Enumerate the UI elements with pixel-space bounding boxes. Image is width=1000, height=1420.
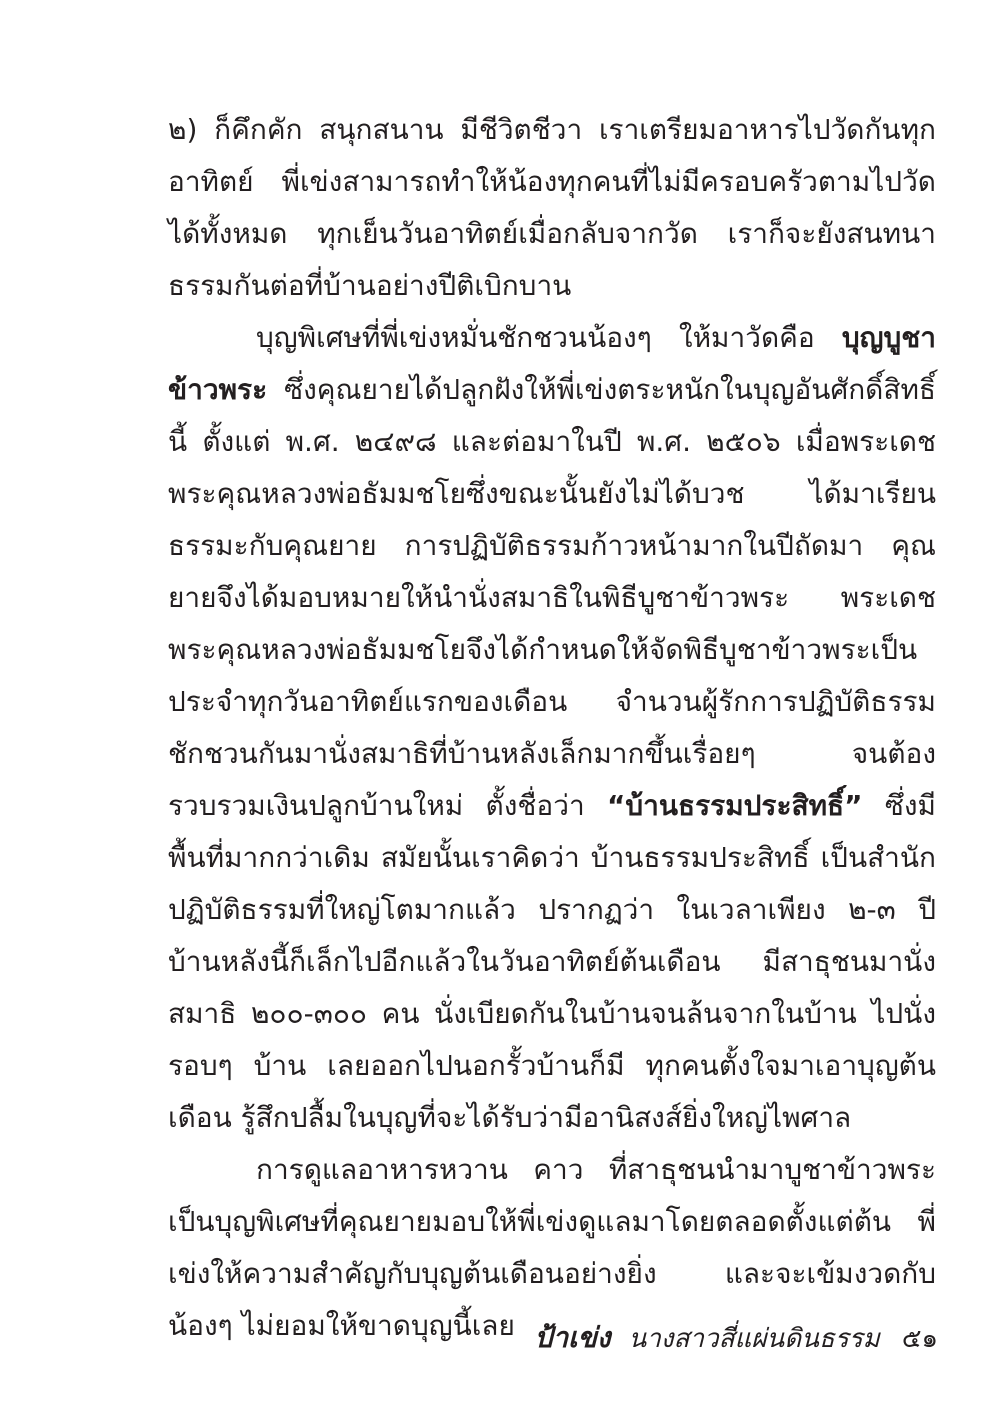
page-footer <box>535 1318 938 1359</box>
paragraph-2-text-a: บุญพิเศษที่พี่เข่งหมั่นชักชวนน้องๆ ให้มาวัดคือ <box>256 321 842 354</box>
bold-phrase-baan-tham-prasit: “บ้านธรรมประสิทธิ์” <box>606 789 863 822</box>
paragraph-2-text-c: ซึ่งมีพื้นที่มากกว่าเดิม สมัยนั้นเราคิดว่า บ้านธรรมประสิทธิ์ เป็นสำนักปฏิบัติธรรมที่ใหญ่โตมากแล้ว ปรากฏว่า ในเวลาเพียง ๒-๓ ปี บ้านหลังนี้ก็เล็กไปอีกแล้วในวันอาทิตย์ต้นเดือน มีสาธุชนมานั่งสมาธิ ๒๐๐-๓๐๐ คน นั่งเบียดกันในบ้านจนล้นจากในบ้าน ไปนั่งรอบๆ บ้าน เลยออกไปนอกรั้วบ้านก็มี ทุกคนตั้งใจมาเอาบุญต้นเดือน รู้สึกปลื้มในบุญที่จะได้รับว่ามีอานิสงส์ยิ่งใหญ่ไพศาล <box>168 789 936 1134</box>
footer-book-title: นางสาวสี่แผ่นดินธรรม <box>628 1324 880 1354</box>
footer-author: ป้าเข่ง <box>534 1321 611 1354</box>
paragraph-2 <box>168 312 936 1144</box>
paragraph-2-text-b: ซึ่งคุณยายได้ปลูกฝังให้พี่เข่งตระหนักในบุญอันศักดิ์สิทธิ์นี้ ตั้งแต่ พ.ศ. ๒๔๙๘ และต่อมาในปี พ.ศ. ๒๕๐๖ เมื่อพระเดชพระคุณหลวงพ่อธัมมชโยซึ่งขณะนั้นยังไม่ได้บวช ได้มาเรียนธรรมะกับคุณยาย การปฏิบัติธรรมก้าวหน้ามากในปีถัดมา คุณยายจึงได้มอบหมายให้นำนั่งสมาธิในพิธีบูชาข้าวพระ พระเดชพระคุณหลวงพ่อธัมมชโยจึงได้กำหนดให้จัดพิธีบูชาข้าวพระเป็นประจำทุกวันอาทิตย์แรกของเดือน จำนวนผู้รักการปฏิบัติธรรมชักชวนกันมานั่งสมาธิที่บ้านหลังเล็กมากขึ้นเรื่อยๆ จนต้องรวบรวมเงินปลูกบ้านใหม่ ตั้งชื่อว่า <box>168 373 936 822</box>
paragraph-1: ๒) ก็คึกคัก สนุกสนาน มีชีวิตชีวา เราเตรียมอาหารไปวัดกันทุกอาทิตย์ พี่เข่งสามารถทำให้น้องทุกคนที่ไม่มีครอบครัวตามไปวัดได้ทั้งหมด ทุกเย็นวันอาทิตย์เมื่อกลับจากวัด เราก็จะยังสนทนาธรรมกันต่อที่บ้านอย่างปีติเบิกบาน <box>168 113 936 302</box>
body-text <box>168 104 936 1352</box>
page-number: ๕๑ <box>901 1324 938 1354</box>
bold-phrase-boon-bucha-khao-phra: บุญบูชาข้าวพระ <box>168 321 936 406</box>
paragraph-3: การดูแลอาหารหวาน คาว ที่สาธุชนนำมาบูชาข้าวพระ เป็นบุญพิเศษที่คุณยายมอบให้พี่เข่งดูแลมาโดยตลอดตั้งแต่ต้น พี่เข่งให้ความสำคัญกับบุญต้นเดือนอย่างยิ่ง และจะเข้มงวดกับน้องๆ ไม่ยอมให้ขาดบุญนี้เลย <box>168 1153 936 1342</box>
